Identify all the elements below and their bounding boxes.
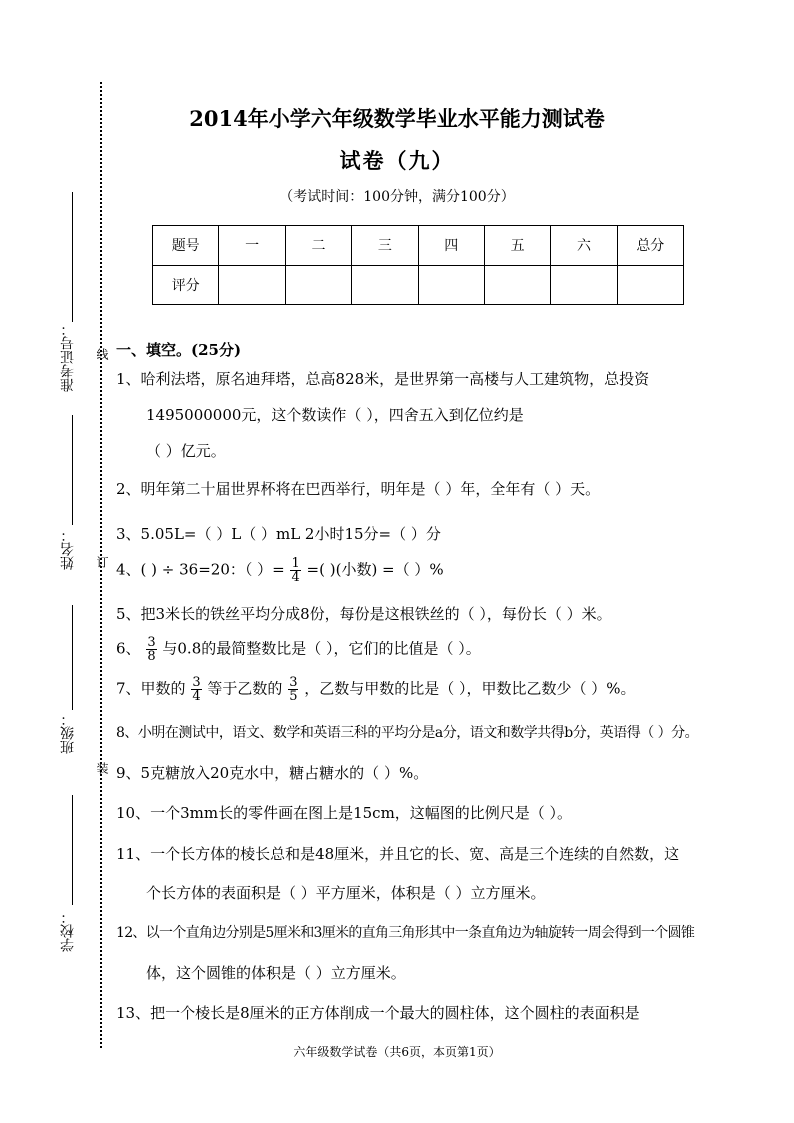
class-blank-line — [72, 605, 73, 710]
score-cell[interactable] — [285, 265, 351, 305]
page-footer: 六年级数学试卷（共6页，本页第1页） — [293, 1045, 501, 1059]
table-cell: 五 — [484, 226, 550, 266]
score-table-header-row — [153, 226, 684, 266]
school-blank-line — [72, 795, 73, 905]
fraction-numerator: 3 — [192, 675, 201, 690]
fraction-denominator: 5 — [289, 689, 298, 704]
name-blank-line — [72, 415, 73, 525]
seal-mark-bind: 订 — [95, 556, 109, 568]
fraction-numerator: 1 — [291, 556, 300, 571]
table-cell: 二 — [285, 226, 351, 266]
fraction — [146, 636, 156, 663]
question-7-part-1: 7、甲数的 — [116, 679, 186, 698]
table-cell: 题号 — [153, 226, 219, 266]
question-2: 2、明年第二十届世界杯将在巴西举行，明年是（ ）年，全年有（ ）天。 — [116, 480, 601, 498]
class-label: 班级： — [60, 712, 76, 754]
question-11-line-2: 个长方体的表面积是（ ）平方厘米，体积是（ ）立方厘米。 — [146, 884, 546, 902]
page-subtitle: 试卷（九） — [339, 148, 455, 173]
table-cell: 六 — [551, 226, 617, 266]
question-7-part-3: ，乙数与甲数的比是（ ），甲数比乙数少（ ）%。 — [304, 679, 636, 698]
page-title: 2014年小学六年级数学毕业水平能力测试卷 — [189, 106, 605, 131]
fraction-numerator: 3 — [147, 635, 156, 650]
score-table-score-row — [153, 265, 684, 305]
exam-info: （考试时间：100分钟，满分100分） — [279, 189, 515, 205]
question-4-part-1: 4、( ) ÷ 36=20：（ ）= — [116, 560, 285, 579]
question-3: 3、5.05L=（ ）L（ ）mL 2小时15分=（ ）分 — [116, 525, 441, 543]
question-5: 5、把3米长的铁丝平均分成8份，每份是这根铁丝的（ ），每份长（ ）米。 — [116, 605, 612, 623]
question-12-line-2: 体，这个圆锥的体积是（ ）立方厘米。 — [146, 964, 406, 982]
question-10: 10、一个3mm长的零件画在图上是15cm，这幅图的比例尺是（ ）。 — [116, 804, 573, 822]
score-cell[interactable] — [219, 265, 285, 305]
exam-id-blank-line — [72, 192, 73, 322]
question-7-part-2: 等于乙数的 — [207, 679, 283, 698]
table-cell: 一 — [219, 226, 285, 266]
section-heading: 一、填空。(25分) — [116, 341, 242, 359]
fraction-denominator: 8 — [147, 649, 156, 664]
score-cell[interactable] — [418, 265, 484, 305]
question-7 — [116, 676, 636, 703]
question-6 — [116, 636, 481, 663]
question-8: 8、小明在测试中，语文、数学和英语三科的平均分是a分，语文和数学共得b分，英语得（ ）分。 — [116, 725, 699, 741]
school-label: 学校： — [60, 910, 76, 952]
table-cell: 三 — [352, 226, 418, 266]
score-table — [152, 225, 684, 305]
seal-mark-staple: 装 — [95, 762, 109, 774]
question-1-line-3: （ ）亿元。 — [146, 442, 226, 460]
question-6-prefix: 6、 — [116, 639, 141, 658]
question-4 — [116, 557, 444, 584]
fraction — [288, 676, 298, 703]
table-cell: 评分 — [153, 265, 219, 305]
score-cell[interactable] — [484, 265, 550, 305]
fraction-denominator: 4 — [291, 570, 300, 585]
fraction-denominator: 4 — [192, 689, 201, 704]
question-9: 9、5克糖放入20克水中，糖占糖水的（ ）%。 — [116, 764, 429, 782]
table-cell: 四 — [418, 226, 484, 266]
name-label: 姓名： — [60, 528, 76, 570]
question-13: 13、把一个棱长是8厘米的正方体削成一个最大的圆柱体，这个圆柱的表面积是 — [116, 1004, 640, 1022]
question-11-line-1: 11、一个长方体的棱长总和是48厘米，并且它的长、宽、高是三个连续的自然数，这 — [116, 845, 680, 863]
table-cell: 总分 — [617, 226, 683, 266]
exam-id-label: 准考证号： — [60, 322, 76, 392]
fraction-numerator: 3 — [289, 675, 298, 690]
question-1-line-2: 1495000000元，这个数读作（ ），四舍五入到亿位约是 — [146, 406, 524, 424]
question-12-line-1: 12、以一个直角边分别是5厘米和3厘米的直角三角形其中一条直角边为轴旋转一周会得到一个圆锥 — [116, 925, 695, 941]
score-cell[interactable] — [617, 265, 683, 305]
seal-mark-line: 线 — [95, 348, 109, 360]
fraction — [290, 557, 300, 584]
fraction — [191, 676, 201, 703]
question-4-part-2: =( )(小数) =（ ）% — [306, 560, 444, 579]
question-1-line-1: 1、哈利法塔，原名迪拜塔，总高828米，是世界第一高楼与人工建筑物，总投资 — [116, 370, 650, 388]
question-6-rest: 与0.8的最简整数比是（ ），它们的比值是（ ）。 — [162, 639, 481, 658]
score-cell[interactable] — [551, 265, 617, 305]
score-cell[interactable] — [352, 265, 418, 305]
